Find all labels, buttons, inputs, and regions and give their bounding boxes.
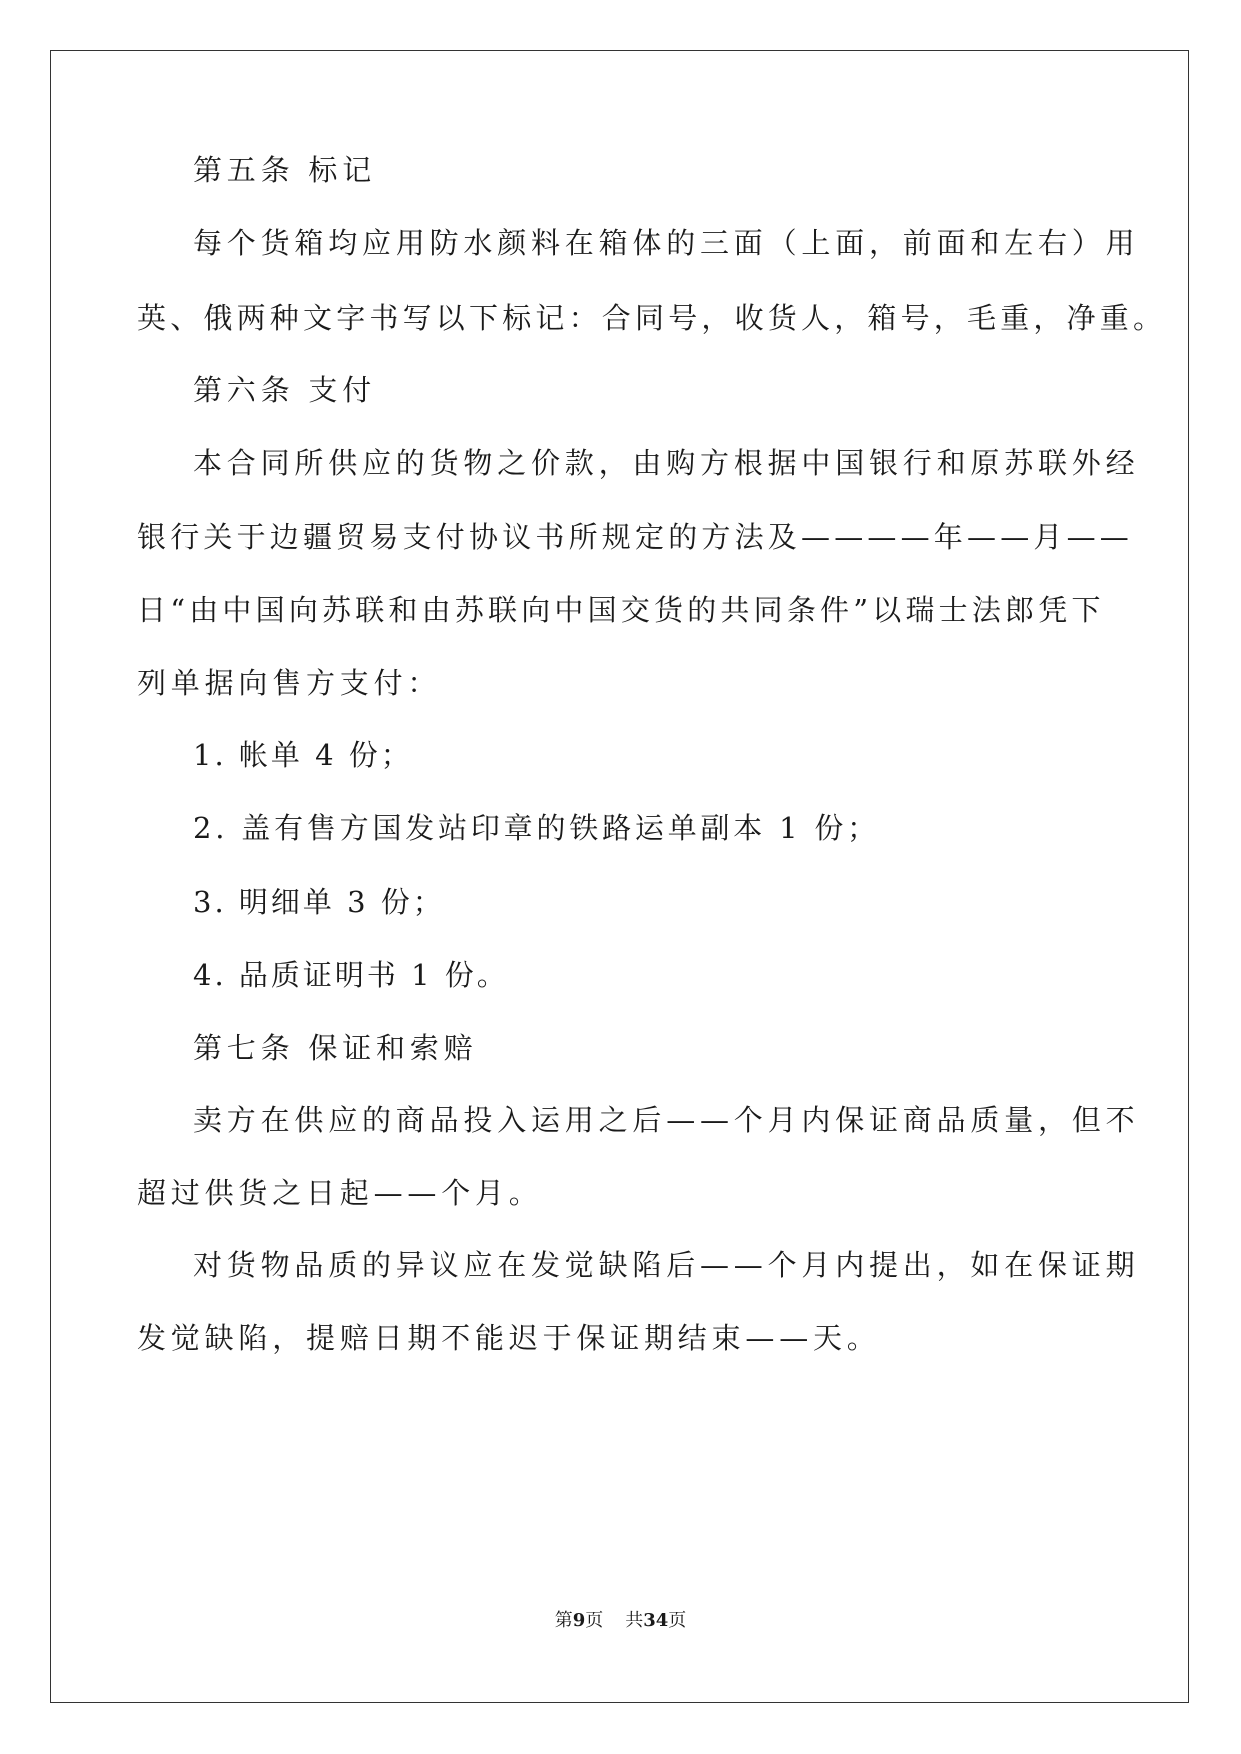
footer-page-prefix: 第 (554, 1610, 573, 1631)
paragraph-line: 每个货箱均应用防水颜料在箱体的三面（上面，前面和左右）用 (193, 226, 1140, 260)
article-5-heading: 第五条 标记 (193, 153, 377, 187)
footer-page-suffix: 页 (585, 1610, 604, 1631)
paragraph-line: 英、俄两种文字书写以下标记：合同号，收货人，箱号，毛重，净重。 (137, 301, 1167, 335)
page-footer (0, 1609, 1241, 1633)
paragraph-line: 日“由中国向苏联和由苏联向中国交货的共同条件”以瑞士法郎凭下 (137, 593, 1105, 627)
list-item: 3. 明细单 3 份； (193, 885, 445, 919)
paragraph-line: 卖方在供应的商品投入运用之后——个月内保证商品质量，但不 (193, 1103, 1140, 1137)
article-7-heading: 第七条 保证和索赔 (193, 1031, 478, 1065)
paragraph-line: 银行关于边疆贸易支付协议书所规定的方法及————年——月—— (137, 520, 1134, 554)
paragraph-line: 超过供货之日起——个月。 (137, 1176, 543, 1210)
paragraph-line: 列单据向售方支付： (137, 666, 442, 700)
list-item: 2. 盖有售方国发站印章的铁路运单副本 1 份； (193, 811, 880, 845)
footer-total-pages: 34 (643, 1610, 669, 1631)
list-item: 1. 帐单 4 份； (193, 738, 413, 772)
paragraph-line: 对货物品质的异议应在发觉缺陷后——个月内提出，如在保证期 (193, 1248, 1140, 1282)
paragraph-line: 发觉缺陷，提赔日期不能迟于保证期结束——天。 (137, 1321, 881, 1355)
paragraph-line: 本合同所供应的货物之价款，由购方根据中国银行和原苏联外经 (193, 446, 1140, 480)
footer-total-prefix: 共 (625, 1610, 644, 1631)
list-item: 4. 品质证明书 1 份。 (193, 958, 509, 992)
footer-page-number: 9 (572, 1610, 586, 1631)
article-6-heading: 第六条 支付 (193, 373, 377, 407)
footer-total-suffix: 页 (668, 1610, 687, 1631)
